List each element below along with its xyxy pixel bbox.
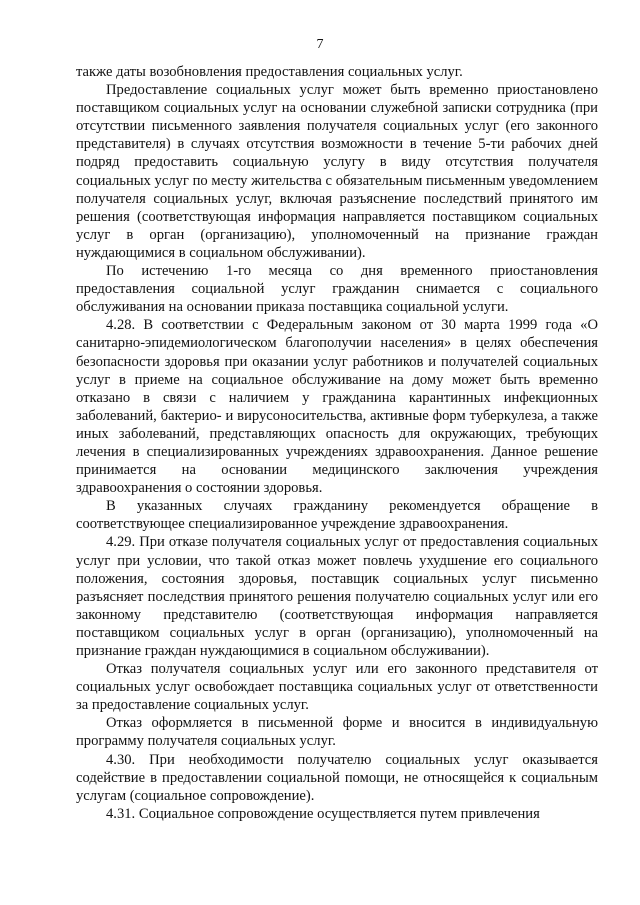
paragraph-4-31: 4.31. Социальное сопровождение осуществляется путем привлечения <box>106 805 540 822</box>
page-number: 7 <box>316 37 324 52</box>
document-body <box>76 63 598 823</box>
paragraph-refusal-liability: Отказ получателя социальных услуг или его законного представителя от социальных услуг освобождает поставщика социальных услуг от ответственности за предоставление социальных услуг. <box>76 661 598 714</box>
paragraph-4-28: 4.28. В соответствии с Федеральным законом от 30 марта 1999 года «О санитарно-эпидемиологическом благополучии населения» в целях обеспечения безопасности здоровья при оказании услуг работников и получателей социальных услуг в приеме на социальное обслуживание на дому может быть временно отказано в связи с наличием у гражданина карантинных инфекционных заболеваний, бактерио- и вирусоносительства, активные форм туберкулеза, а также иных заболеваний, представляющих опасность для окружающих, требующих лечения в специализированных учреждениях здравоохранения. Данное решение принимается на основании медицинского заключения учреждения здравоохранения о состоянии здоровья. <box>76 317 598 497</box>
paragraph-4-30: 4.30. При необходимости получателю социальных услуг оказывается содействие в предоставлении социальной помощи, не относящейся к социальным услугам (социальное сопровождение). <box>76 751 598 804</box>
paragraph-refusal-form: Отказ оформляется в письменной форме и вносится в индивидуальную программу получателя социальных услуг. <box>76 715 598 750</box>
paragraph-continuation: также даты возобновления предоставления социальных услуг. <box>76 64 463 80</box>
paragraph-suspension: Предоставление социальных услуг может быть временно приостановлено поставщиком социальных услуг на основании служебной записки сотрудника (при отсутствии письменного заявления получателя социальных услуг (его законного представителя) в случаях отсутствия возможности в течение 5-ти рабочих дней подряд предоставить социальную услугу в виду отсутствия получателя социальных услуг по месту жительства с обязательным письменным уведомлением получателя социальных услуг, включая разъяснение последствий принятого им решения (соответствующая информация направляется поставщиком социальных услуг в орган (организацию), уполномоченный на признание граждан нуждающимися в социальном обслуживании). <box>76 82 598 261</box>
paragraph-4-29: 4.29. При отказе получателя социальных услуг от предоставления социальных услуг при условии, что такой отказ может повлечь ухудшение его социального положения, состояния здоровья, поставщик социальных услуг письменно разъясняет последствия принятого решения получателю социальных услуг или его законному представителю (соответствующая информация направляется поставщиком социальных услуг в орган (организацию), уполномоченный на признание граждан нуждающимися в социальном обслуживании). <box>76 534 598 659</box>
paragraph-recommendation: В указанных случаях гражданину рекомендуется обращение в соответствующее специализированное учреждение здравоохранения. <box>76 498 598 533</box>
paragraph-removal: По истечению 1-го месяца со дня временного приостановления предоставления социальной услуг гражданин снимается с социального обслуживания на основании приказа поставщика социальной услуги. <box>76 263 598 316</box>
